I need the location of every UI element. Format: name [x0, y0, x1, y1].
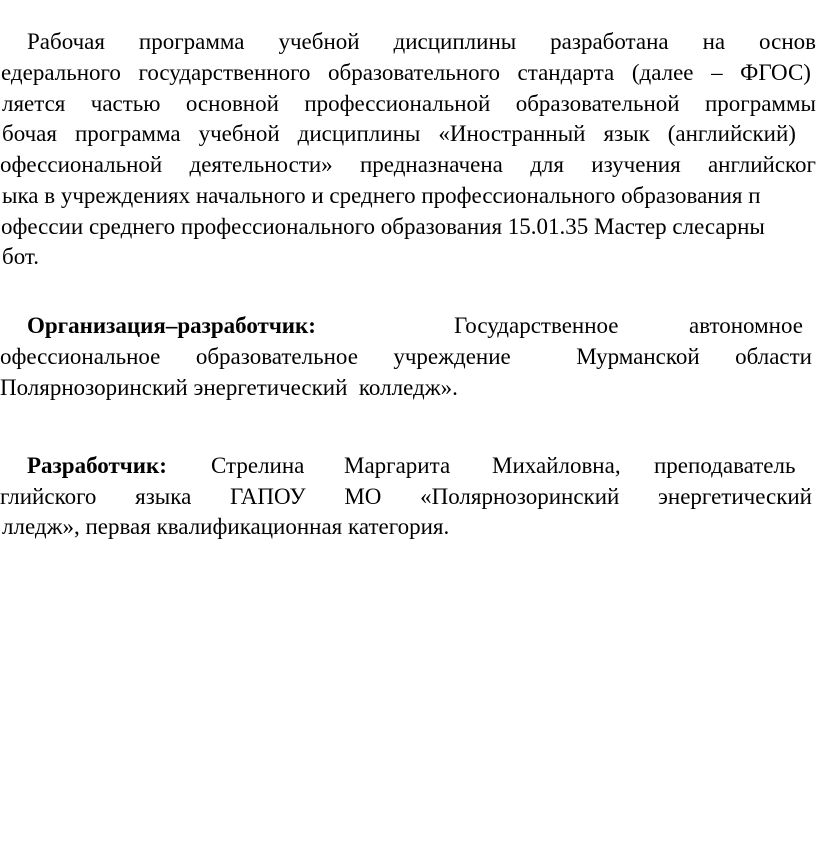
word: МО: [344, 484, 382, 509]
word: предназначена: [359, 152, 503, 177]
word: английског: [707, 152, 816, 177]
word: области: [735, 344, 812, 369]
paragraph-2-line-2: [0, 343, 812, 371]
word: ГАПОУ: [230, 484, 306, 509]
word: образовательного: [328, 60, 500, 85]
paragraph-2-line-1: [0, 312, 816, 340]
word: едерального: [1, 60, 121, 85]
text-line: лледж», первая квалификационная категория.: [2, 514, 450, 539]
word: офессиональное: [0, 344, 161, 369]
text-line: бот.: [2, 244, 39, 269]
word: Рабочая: [27, 29, 105, 54]
paragraph-3-line-2: [0, 483, 812, 511]
word: дисциплины: [393, 29, 517, 54]
paragraph-1-line-1: [0, 28, 816, 56]
word: программы: [704, 91, 816, 116]
word: «Иностранный: [438, 121, 586, 146]
word: (английский): [667, 121, 796, 146]
word: ФГОС): [740, 60, 811, 85]
word: Маргарита: [344, 453, 451, 478]
text-line: ыка в учреждениях начального и среднего профессионального образования п: [2, 183, 761, 208]
paragraph-1-line-3: [0, 90, 816, 118]
word: учебной: [278, 29, 360, 54]
word: язык: [603, 121, 650, 146]
text-line: Полярнозоринский энергетический колледж».: [0, 375, 458, 400]
word: деятельности»: [189, 152, 333, 177]
word: дисциплины: [297, 121, 421, 146]
word: стандарта: [517, 60, 615, 85]
paragraph-1-line-2: [0, 59, 811, 87]
developer-label: Разработчик:: [27, 453, 167, 478]
word: бочая: [2, 121, 57, 146]
paragraph-1-line-8: [0, 243, 816, 271]
paragraph-2-line-3: [0, 374, 816, 402]
word: офессиональной: [0, 152, 163, 177]
word: частью: [90, 91, 161, 116]
word: образовательной: [515, 91, 680, 116]
word: изучения: [591, 152, 681, 177]
word: Михайловна,: [492, 453, 621, 478]
word: ляется: [2, 91, 66, 116]
word: учреждение: [393, 344, 511, 369]
word: основной: [185, 91, 279, 116]
word: образовательное: [195, 344, 358, 369]
word: –: [711, 60, 723, 85]
word: глийского: [0, 484, 97, 509]
word: основ: [759, 29, 816, 54]
word: автономное: [689, 313, 803, 338]
paragraph-3-line-1: [0, 452, 816, 480]
paragraph-1-line-5: [0, 151, 816, 179]
paragraph-1-line-7: [0, 213, 816, 241]
word: профессиональной: [304, 91, 491, 116]
text-line: офессии среднего профессионального образования 15.01.35 Мастер слесарны: [1, 214, 765, 239]
word: Стрелина: [211, 453, 305, 478]
word: языка: [135, 484, 192, 509]
paragraph-1-line-4: [0, 120, 796, 148]
word: преподаватель: [654, 453, 796, 478]
word: разработана: [550, 29, 669, 54]
word: программа: [74, 121, 181, 146]
paragraph-1-line-6: [0, 182, 816, 210]
word: на: [702, 29, 726, 54]
word: «Полярнозоринский: [420, 484, 620, 509]
word: для: [530, 152, 564, 177]
word: энергетический: [658, 484, 812, 509]
word: учебной: [198, 121, 280, 146]
word: Мурманской: [576, 344, 700, 369]
paragraph-3-line-3: [0, 513, 816, 541]
word: программа: [138, 29, 245, 54]
word: государственного: [138, 60, 311, 85]
word: Государственное: [454, 313, 619, 338]
word: (далее: [631, 60, 694, 85]
organization-label: Организация–разработчик:: [27, 313, 316, 338]
